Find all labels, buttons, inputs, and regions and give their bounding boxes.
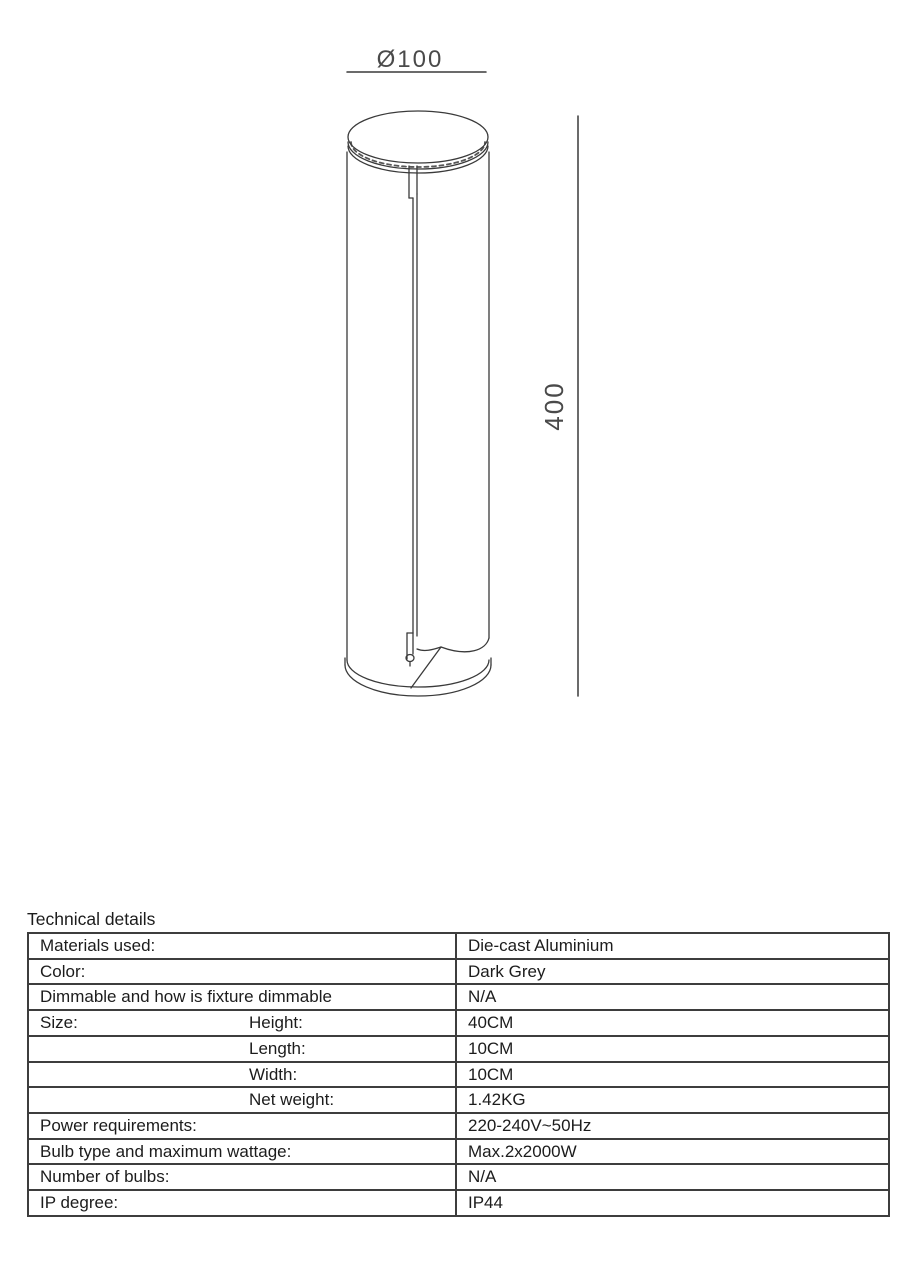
table-row (28, 1113, 889, 1139)
row-value: Max.2x2000W (456, 1139, 889, 1165)
cutaway-diagonal (411, 647, 441, 688)
row-value: 1.42KG (456, 1087, 889, 1113)
height-label: 400 (539, 381, 569, 431)
base-top-arc (347, 660, 489, 687)
row-sub-label: Height: (249, 1013, 303, 1033)
row-value: N/A (456, 1164, 889, 1190)
table-row (28, 1062, 889, 1088)
row-value: 220-240V~50Hz (456, 1113, 889, 1139)
row-label: Number of bulbs: (40, 1167, 170, 1187)
table-row (28, 933, 889, 959)
table-row (28, 1036, 889, 1062)
table-row (28, 1010, 889, 1036)
row-value: 40CM (456, 1010, 889, 1036)
table-row (28, 1139, 889, 1165)
row-sub-label: Net weight: (249, 1090, 335, 1110)
cutaway-curve (441, 638, 489, 652)
row-label: Size: (40, 1013, 78, 1033)
row-value: N/A (456, 984, 889, 1010)
spec-table (27, 932, 890, 1217)
cutaway-connector (417, 647, 441, 650)
table-row (28, 984, 889, 1010)
row-value: 10CM (456, 1036, 889, 1062)
row-label: Power requirements: (40, 1115, 197, 1135)
row-label: Dimmable and how is fixture dimmable (40, 987, 332, 1007)
row-label: IP degree: (40, 1193, 119, 1213)
row-label: Materials used: (40, 936, 156, 955)
row-sub-label: Length: (249, 1038, 306, 1058)
row-value: IP44 (456, 1190, 889, 1216)
row-value: 10CM (456, 1062, 889, 1088)
table-row (28, 1190, 889, 1216)
row-value: Die-cast Aluminium (456, 933, 889, 959)
technical-details-heading: Technical details (27, 909, 156, 929)
table-row (28, 1164, 889, 1190)
row-value: Dark Grey (456, 959, 889, 985)
diameter-label: Ø100 (376, 46, 444, 73)
row-label: Color: (40, 961, 86, 981)
table-row (28, 1087, 889, 1113)
table-row (28, 959, 889, 985)
base-bottom-arc (345, 665, 491, 696)
lid-top-ellipse (348, 111, 488, 163)
row-sub-label: Width: (249, 1064, 298, 1084)
row-label: Bulb type and maximum wattage: (40, 1141, 292, 1161)
